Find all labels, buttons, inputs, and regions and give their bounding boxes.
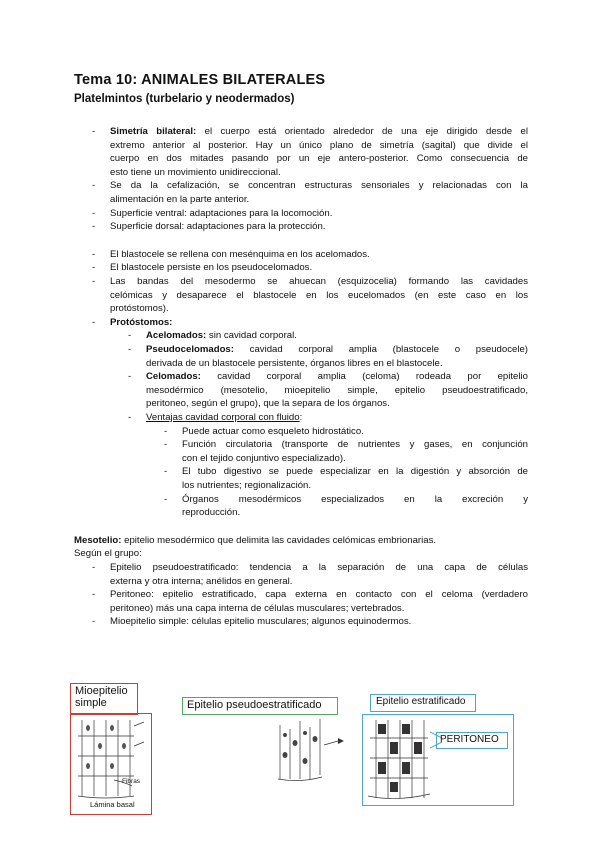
fig3-peritoneo-label: PERITONEO — [440, 734, 499, 745]
item-line: El blastocele persiste en los pseudocelomados. — [110, 262, 313, 274]
item-line: Peritoneo: epitelio estratificado, capa externa en contacto con el celoma (verdadero — [110, 589, 528, 601]
item-line: derivada de un blastocele persistente, órganos libres en el blastocele. — [146, 357, 443, 369]
bullet-dash: - — [128, 344, 132, 355]
item-line: Superficie ventral: adaptaciones para la locomoción. — [110, 207, 333, 219]
mesotelio-bold: Mesotelio: — [74, 534, 122, 546]
item-line: esto tiene un movimiento unidireccional. — [110, 166, 281, 178]
item-line: Se da la cefalización, se concentran estructuras sensoriales y relacionadas con la — [110, 180, 528, 192]
item-text — [182, 438, 528, 465]
item-text — [182, 425, 528, 439]
item-line: Epitelio pseudoestratificado: tendencia a la separación de una capa de células — [110, 562, 528, 573]
mesotelio-paragraph: Mesotelio: epitelio mesodérmico que delimita las cavidades celómicas embrionarias. — [74, 534, 437, 546]
item-bold-lead: Simetría bilateral: — [110, 126, 197, 137]
item-text — [110, 588, 528, 615]
item-line: extremo anterior al posterior. Hay un único plano de simetría (sagital) que divide el — [110, 139, 528, 151]
item-line: El blastocele se rellena con mesénquima en los acelomados. — [110, 248, 370, 260]
fig2-label: Epitelio pseudoestratificado — [187, 699, 322, 711]
item-text — [110, 615, 528, 629]
bullet-dash: - — [164, 439, 168, 451]
item-text — [182, 493, 528, 520]
item-line: Función circulatoria (transporte de nutrientes y gases, en conjunción — [182, 439, 528, 451]
page-subtitle: Platelmintos (turbelario y neodermados) — [74, 93, 295, 105]
item-line: mesodérmico (mesotelio, mioepitelio simple, epitelio pseudoestratificado, — [146, 384, 528, 396]
item-line: alimentación en la parte anterior. — [110, 193, 250, 205]
page-title: Tema 10: ANIMALES BILATERALES — [74, 72, 326, 88]
item-line: Pseudocelomados: cavidad corporal amplia (blastocele o pseudocele) — [146, 344, 528, 355]
item-text — [110, 220, 528, 234]
bullet-dash: - — [92, 248, 96, 260]
bullet-dash: - — [92, 562, 96, 573]
bullet-dash: - — [128, 330, 132, 342]
item-line: los nutrientes; regionalización. — [182, 479, 312, 491]
epitelio-pseudoestratificado-drawing — [276, 715, 356, 785]
item-line: peritoneo) más una capa interna de células musculares; vertebrados. — [110, 602, 405, 614]
item-text — [110, 179, 528, 206]
item-line: reproducción. — [182, 507, 241, 519]
item-text — [110, 261, 528, 275]
item-text — [110, 248, 528, 262]
item-text — [110, 207, 528, 221]
fig1-fibras-label: Fibras — [122, 778, 141, 785]
item-text — [146, 329, 528, 343]
item-bold-lead: Celomados: — [146, 371, 201, 383]
item-line: Superficie dorsal: adaptaciones para la protección. — [110, 221, 326, 233]
fig1-lamina-label: Lámina basal — [90, 800, 135, 809]
item-text — [110, 561, 528, 588]
segun-el-grupo: Según el grupo: — [74, 548, 142, 560]
fig3-label: Epitelio estratificado — [376, 696, 466, 707]
item-text — [110, 316, 528, 330]
item-line: Acelomados: sin cavidad corporal. — [146, 330, 297, 342]
bullet-dash: - — [92, 126, 96, 137]
bullet-dash: - — [92, 180, 96, 192]
bullet-dash: - — [92, 276, 96, 287]
item-bold-lead: Pseudocelomados: — [146, 344, 234, 355]
item-line: protóstomos). — [110, 303, 169, 315]
bullet-dash: - — [92, 616, 96, 628]
item-bold-lead: Protóstomos: — [110, 316, 173, 328]
epitelio-estratificado-drawing — [366, 716, 436, 802]
item-text — [110, 125, 528, 179]
item-line: cuerpo en dos mitades pasando por un eje antero-posterior. Como consecuencia de — [110, 153, 528, 165]
item-text — [110, 275, 528, 316]
fig1-label — [75, 685, 128, 709]
bullet-dash: - — [128, 371, 132, 383]
bullet-dash: - — [92, 262, 96, 274]
item-line: celómicas y desaparece el blastocele en los eucelomados (en este caso en los — [110, 289, 528, 301]
item-text — [146, 370, 528, 411]
item-text — [182, 465, 528, 492]
bullet-dash: - — [164, 425, 168, 437]
item-line: Celomados: cavidad corporal amplia (celoma) rodeada por epitelio — [146, 371, 528, 383]
bullet-dash: - — [92, 589, 96, 601]
bullet-dash: - — [92, 207, 96, 219]
bullet-dash: - — [92, 316, 96, 328]
item-line: El tubo digestivo se puede especializar en la digestión y absorción de — [182, 466, 528, 478]
bullet-dash: - — [128, 412, 132, 423]
bullet-dash: - — [92, 221, 96, 233]
item-line: Simetría bilateral: el cuerpo está orientado alrededor de una eje dirigido desde el — [110, 126, 528, 137]
item-line: Mioepitelio simple: células epitelio musculares; algunos equinodermos. — [110, 616, 412, 628]
item-text — [146, 343, 528, 370]
item-line: con el tejido conjuntivo especializado). — [182, 452, 346, 464]
bullet-dash: - — [164, 466, 168, 478]
bullet-dash: - — [164, 493, 168, 505]
fig1-label-line1: Mioepitelio — [75, 685, 128, 697]
item-line — [110, 316, 528, 330]
item-line: peritoneo, según el grupo), que la separa de los órganos. — [146, 398, 390, 410]
item-line: externa y otra interna; anélidos en general. — [110, 575, 293, 587]
fig1-label-line2: simple — [75, 697, 107, 709]
item-line: Las bandas del mesodermo se ahuecan (esquizocelia) formando las cavidades — [110, 276, 528, 287]
mioepitelio-simple-drawing — [74, 716, 148, 810]
item-bold-lead: Acelomados: — [146, 330, 207, 342]
item-line: Puede actuar como esqueleto hidrostático. — [182, 425, 364, 437]
item-line: Órganos mesodérmicos especializados en la excreción y — [182, 493, 528, 505]
ventajas-label: Ventajas cavidad corporal con fluido — [146, 412, 300, 423]
ventajas-text: Ventajas cavidad corporal con fluido: — [146, 412, 303, 423]
